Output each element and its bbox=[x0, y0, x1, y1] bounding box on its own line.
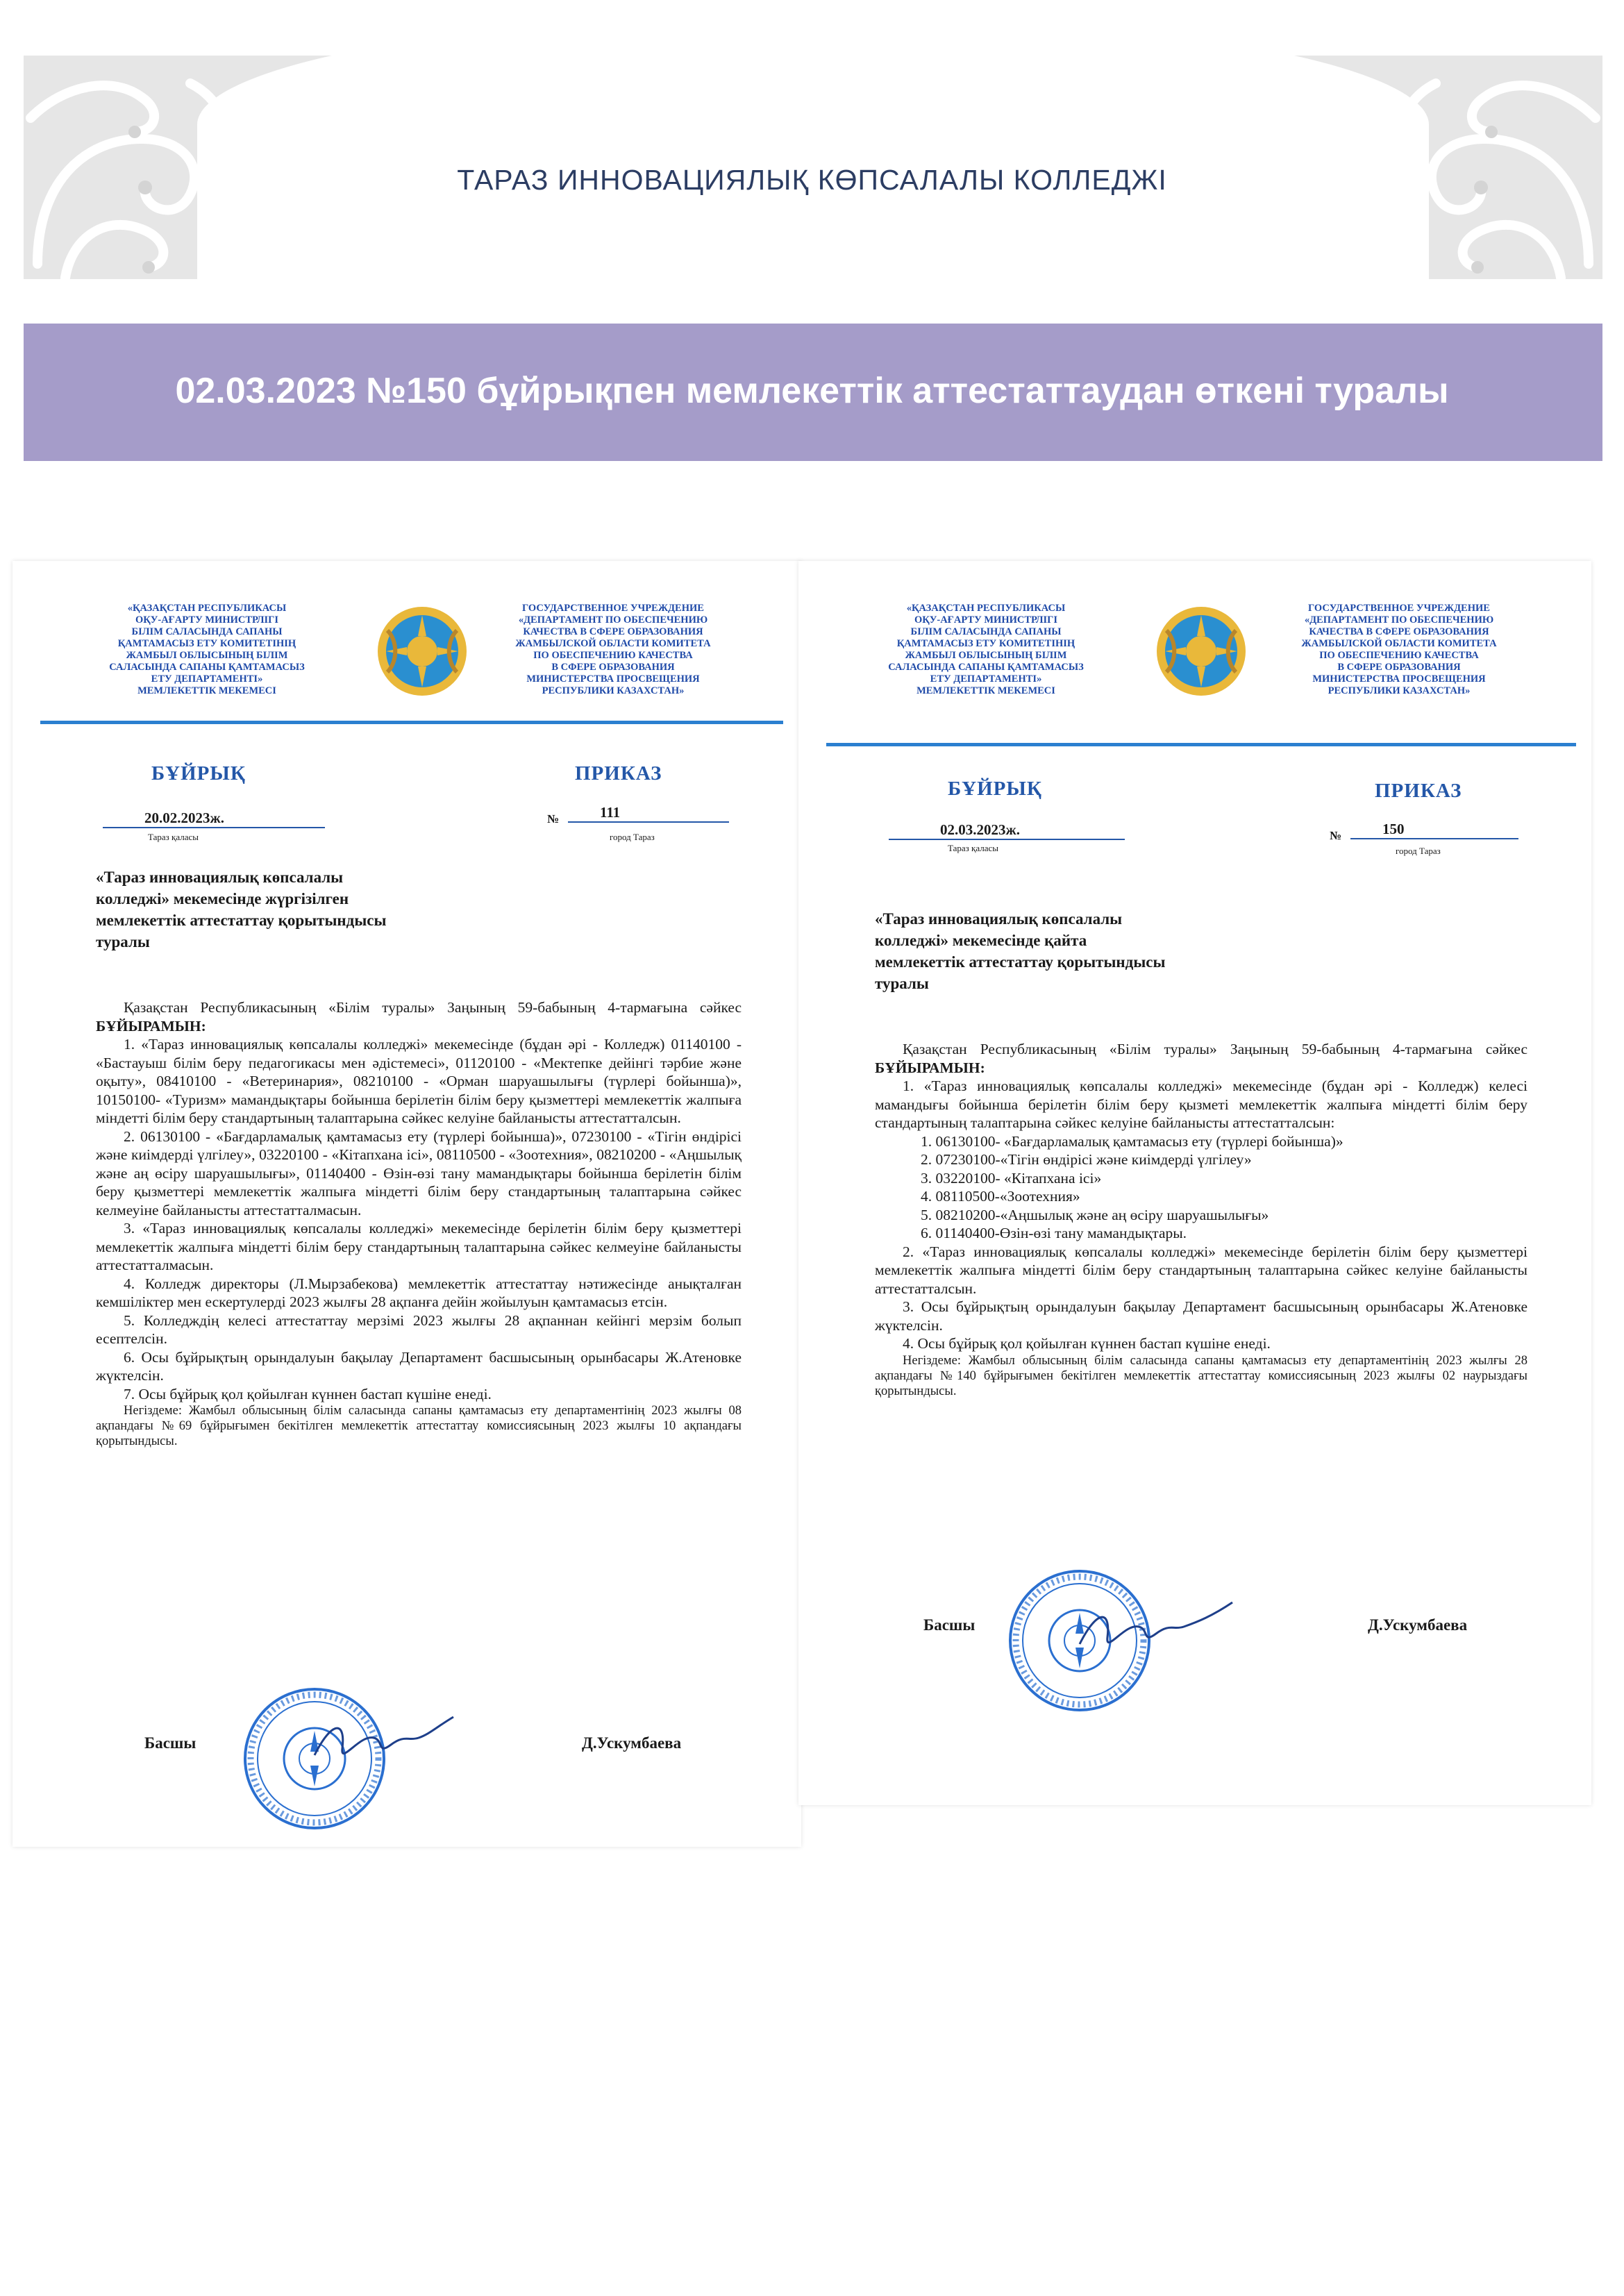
kazakhstan-emblem-icon bbox=[374, 603, 471, 700]
order-subject: «Тараз инновациялық көпсалалы колледжі» мекемесінде қайта мемлекеттік аттестаттау қорытындысы туралы bbox=[875, 910, 1166, 992]
letterhead-right: ГОСУДАРСТВЕННОЕ УЧРЕЖДЕНИЕ «ДЕПАРТАМЕНТ ПО ОБЕСПЕЧЕНИЮ КАЧЕСТВА В СФЕРЕ ОБРАЗОВАНИЯ ЖАМБЫЛСКОЙ ОБЛАСТИ КОМИТЕТА ПО ОБЕСПЕЧЕНИЮ КАЧЕСТВА В СФЕРЕ ОБРАЗОВАНИЯ МИНИСТЕРСТВА ПРОСВЕЩЕНИЯ РЕСПУБЛИКИ КАЗАХСТАН» bbox=[515, 603, 711, 696]
signer-role: Басшы bbox=[923, 1616, 976, 1634]
paragraph-6: 6. Осы бұйрықтың орындалуын бақылау Департамент басшысының орынбасары Ж.Атеновке жүктелсін. bbox=[96, 1348, 742, 1384]
paragraph-3: 3. «Тараз инновациялық көпсалалы колледжі» мекемесінде берілетін білім беру қызметтері мемлекеттік жалпыға міндетті білім беру стандартының талаптарына сәйкес келмеуіне байланысты аттестатталмасын. bbox=[96, 1220, 742, 1273]
order-title-kz: БҰЙРЫҚ bbox=[151, 762, 246, 785]
intro-paragraph: Қазақстан Республикасының «Білім туралы» Заңының 59-бабының 4-тармағына сәйкес БҰЙЫРАМЫН: bbox=[96, 999, 742, 1034]
signer-role: Басшы bbox=[144, 1734, 196, 1752]
letterhead-rule bbox=[40, 721, 783, 724]
basis-paragraph: Негіздеме: Жамбыл облысының білім саласында сапаны қамтамасыз ету департаментінің 2023 жылғы 08 ақпандағы №69 бұйрығымен бекітілген мемлекеттік аттестаттау комиссиясының 2023 жылғы 10 ақпандағы қорытындысы. bbox=[96, 1404, 742, 1448]
order-title-kz: БҰЙРЫҚ bbox=[948, 778, 1042, 800]
city-kz: Тараз қаласы bbox=[948, 843, 999, 853]
paragraph-2: 2. «Тараз инновациялық көпсалалы колледжі» мекемесінде берілетін білім беру қызметтері мемлекеттік жалпыға міндетті білім беру стандартының талаптарына сәйкес келуіне байланысты аттестатталсын. bbox=[875, 1243, 1527, 1297]
list-item: 2. 07230100-«Тігін өндірісі және киімдерді үлгілеу» bbox=[921, 1151, 1252, 1168]
college-name: ТАРАЗ ИННОВАЦИЯЛЫҚ КӨПСАЛАЛЫ КОЛЛЕДЖІ bbox=[457, 164, 1167, 196]
city-kz: Тараз қаласы bbox=[148, 832, 199, 842]
kazakhstan-emblem-icon bbox=[1153, 603, 1250, 700]
order-date: 02.03.2023ж. bbox=[889, 821, 1125, 840]
signature-icon bbox=[311, 1707, 457, 1776]
intro-paragraph: Қазақстан Республикасының «Білім туралы» Заңының 59-бабының 4-тармағына сәйкес БҰЙЫРАМЫН: bbox=[875, 1041, 1527, 1076]
list-item: 6. 01140400-Өзін-өзі тану мамандықтары. bbox=[921, 1225, 1187, 1241]
order-document-150 bbox=[798, 561, 1591, 1805]
letterhead-right: ГОСУДАРСТВЕННОЕ УЧРЕЖДЕНИЕ «ДЕПАРТАМЕНТ ПО ОБЕСПЕЧЕНИЮ КАЧЕСТВА В СФЕРЕ ОБРАЗОВАНИЯ ЖАМБЫЛСКОЙ ОБЛАСТИ КОМИТЕТА ПО ОБЕСПЕЧЕНИЮ КАЧЕСТВА В СФЕРЕ ОБРАЗОВАНИЯ МИНИСТЕРСТВА ПРОСВЕЩЕНИЯ РЕСПУБЛИКИ КАЗАХСТАН» bbox=[1301, 603, 1497, 696]
order-title-ru: ПРИКАЗ bbox=[1375, 780, 1462, 802]
order-date: 20.02.2023ж. bbox=[103, 810, 325, 828]
city-ru: город Тараз bbox=[1396, 846, 1441, 856]
order-number: 111 bbox=[568, 804, 729, 823]
basis-paragraph: Негіздеме: Жамбыл облысының білім саласында сапаны қамтамасыз ету департаментінің 2023 жылғы 28 ақпандағы №140 бұйрығымен бекітілген мемлекеттік аттестаттау комиссиясының 2023 жылғы 02 наурыздағы қорытындысы. bbox=[875, 1353, 1527, 1398]
order-document-111 bbox=[12, 561, 801, 1847]
page-title: 02.03.2023 №150 бұйрықпен мемлекеттік аттестаттаудан өткені туралы bbox=[175, 371, 1449, 411]
paragraph-5: 5. Колледждің келесі аттестаттау мерзімі 2023 жылғы 28 ақпаннан кейінгі мерзім болып есептелсін. bbox=[96, 1312, 742, 1347]
letterhead-left: «ҚАЗАҚСТАН РЕСПУБЛИКАСЫ ОҚУ-АҒАРТУ МИНИСТРЛІГІ БІЛІМ САЛАСЫНДА САПАНЫ ҚАМТАМАСЫЗ ЕТУ КОМИТЕТІНІҢ ЖАМБЫЛ ОБЛЫСЫНЫҢ БІЛІМ САЛАСЫНДА САПАНЫ ҚАМТАМАСЫЗ ЕТУ ДЕПАРТАМЕНТІ» МЕМЛЕКЕТТІК МЕКЕМЕСІ bbox=[888, 603, 1084, 696]
paragraph-4: 4. Колледж директоры (Л.Мырзабекова) мемлекеттік аттестаттау нәтижесінде анықталған кемшіліктер мен ескертулерді 2023 жылғы 28 ақпанға дейін жойылуын қамтамасыз етсін. bbox=[96, 1275, 742, 1310]
city-ru: город Тараз bbox=[610, 832, 655, 842]
paragraph-1: 1. «Тараз инновациялық көпсалалы колледжі» мекемесінде (бұдан әрі - Колледж) келесі мамандығы бойынша берілетін білім беру қызметі мемлекеттік жалпыға міндетті білім беру стандартының талаптарына сәйкес келуіне байланысты аттестатталсын: bbox=[875, 1078, 1527, 1131]
list-item: 1. 06130100- «Бағдарламалық қамтамасыз ету (түрлері бойынша)» bbox=[921, 1132, 1343, 1150]
order-body bbox=[96, 998, 742, 1449]
paragraph-7: 7. Осы бұйрық қол қойылған күннен бастап күшіне енеді. bbox=[124, 1385, 492, 1402]
number-sign: № bbox=[1330, 829, 1342, 842]
list-item: 3. 03220100- «Кітапхана ісі» bbox=[921, 1169, 1102, 1187]
order-body bbox=[875, 1040, 1527, 1399]
number-sign: № bbox=[547, 812, 560, 826]
order-subject: «Тараз инновациялық көпсалалы колледжі» мекемесінде жүргізілген мемлекеттік аттестаттау қорытындысы туралы bbox=[96, 869, 387, 950]
paragraph-3: 3. Осы бұйрықтың орындалуын бақылау Департамент басшысының орынбасары Ж.Атеновке жүктелсін. bbox=[875, 1298, 1527, 1334]
paragraph-4: 4. Осы бұйрық қол қойылған күннен бастап күшіне енеді. bbox=[903, 1335, 1271, 1352]
order-title-ru: ПРИКАЗ bbox=[575, 762, 662, 785]
list-item: 4. 08110500-«Зоотехния» bbox=[921, 1188, 1080, 1205]
signer-name: Д.Ускумбаева bbox=[582, 1734, 682, 1752]
signer-name: Д.Ускумбаева bbox=[1368, 1616, 1468, 1634]
letterhead-rule bbox=[826, 743, 1576, 746]
order-number: 150 bbox=[1350, 821, 1518, 839]
list-item: 5. 08210200-«Аңшылық және аң өсіру шаруашылығы» bbox=[921, 1206, 1269, 1223]
paragraph-1: 1. «Тараз инновациялық көпсалалы колледжі» мекемесінде (бұдан әрі - Колледж) 01140100 - «Бастауыш білім беру педагогикасы мен әдістемесі», 01120100 - «Мектепке дейінгі тәрбие және оқыту», 08410100 - «Ветеринария», 08210100 - «Орман шаруашылығы (түрлері бойынша)», 10150100- «Туризм» мамандықтары бойынша берілетін білім беру қызметтері мемлекеттік жалпыға міндетті білім беру стандартының талаптарына сәйкес келуіне байланысты аттестатталсын. bbox=[96, 1036, 742, 1126]
signature-icon bbox=[1076, 1595, 1236, 1665]
letterhead-left: «ҚАЗАҚСТАН РЕСПУБЛИКАСЫ ОҚУ-АҒАРТУ МИНИСТРЛІГІ БІЛІМ САЛАСЫНДА САПАНЫ ҚАМТАМАСЫЗ ЕТУ КОМИТЕТІНІҢ ЖАМБЫЛ ОБЛЫСЫНЫҢ БІЛІМ САЛАСЫНДА САПАНЫ ҚАМТАМАСЫЗ ЕТУ ДЕПАРТАМЕНТІ» МЕМЛЕКЕТТІК МЕКЕМЕСІ bbox=[109, 603, 305, 696]
paragraph-2: 2. 06130100 - «Бағдарламалық қамтамасыз ету (түрлері бойынша)», 07230100 - «Тігін өндірісі және киімдерді үлгілеу», 03220100 - «Кітапхана ісі», 08110500 - «Зоотехния», 08210200 - «Аңшылық және аң өсіру шаруашылығы», 01140400 - Өзін-өзі тану мамандықтары бойынша берілетін білім беру қызметтері мемлекеттік жалпыға міндетті білім беру стандартының талаптарына сәйкес келмеуіне байланысты аттестатталмасын. bbox=[96, 1128, 742, 1218]
